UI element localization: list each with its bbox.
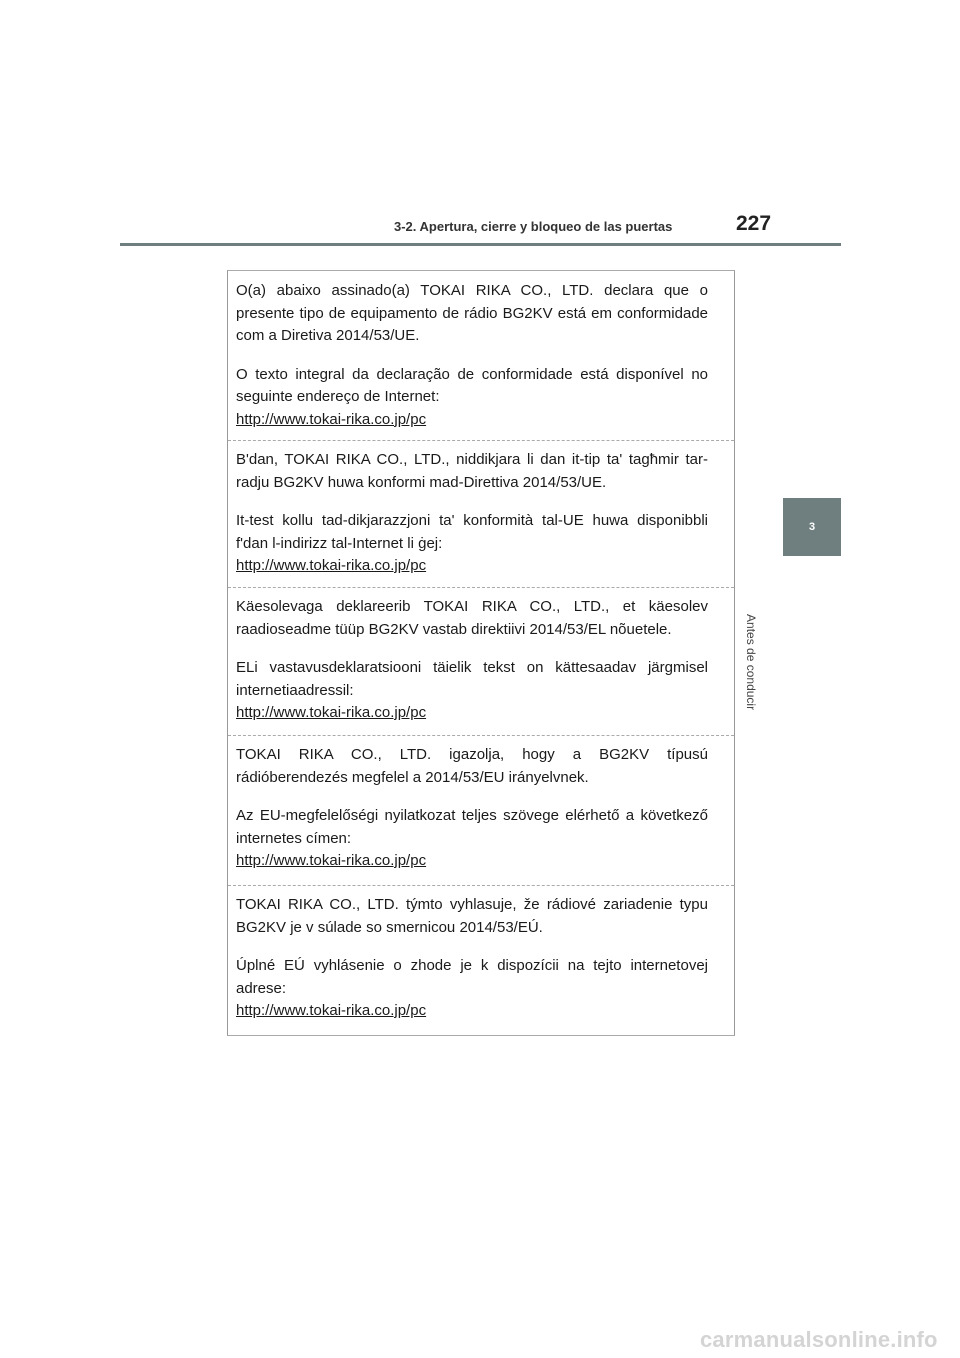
declaration-hungarian [228, 735, 734, 873]
header-divider [120, 243, 841, 246]
declaration-statement: O(a) abaixo assinado(a) TOKAI RIKA CO., LTD. declara que o presente tipo de equipamento de rádio BG2KV está em conformidade com a Diretiva 2014/53/UE. [236, 282, 708, 344]
chapter-label: Antes de conducir [743, 614, 758, 711]
declaration-url-link[interactable]: http://www.tokai-rika.co.jp/pc [236, 852, 427, 869]
declaration-url-link[interactable]: http://www.tokai-rika.co.jp/pc [236, 557, 427, 574]
declaration-availability: ELi vastavusdeklaratsiooni täielik tekst on kättesaadav järgmisel internetiaadressil: [236, 659, 708, 699]
declaration-url-link[interactable]: http://www.tokai-rika.co.jp/pc [236, 410, 427, 428]
declaration-maltese [228, 440, 734, 578]
watermark-text: carmanualsonline.info [700, 1327, 938, 1352]
declaration-statement: TOKAI RIKA CO., LTD. igazolja, hogy a BG2KV típusú rádióberendezés megfelel a 2014/53/EU irányelvnek. [236, 746, 708, 786]
declaration-statement: TOKAI RIKA CO., LTD. týmto vyhlasuje, že rádiové zariadenie typu BG2KV je v súlade so smernicou 2014/53/EÚ. [236, 896, 708, 936]
declaration-statement: Käesolevaga deklareerib TOKAI RIKA CO., LTD., et käesolev raadioseadme tüüp BG2KV vastab direktiivi 2014/53/EL nõuetele. [236, 598, 708, 638]
declaration-estonian [228, 587, 734, 725]
declaration-availability: Az EU-megfelelőségi nyilatkozat teljes szövege elérhető a következő internetes címen: [236, 807, 708, 847]
declaration-statement: B'dan, TOKAI RIKA CO., LTD., niddikjara li dan it-tip ta' tagħmir tar-radju BG2KV huwa konformi mad-Direttiva 2014/53/UE. [236, 451, 708, 491]
declaration-box [227, 270, 735, 1036]
declaration-url-link[interactable]: http://www.tokai-rika.co.jp/pc [236, 1002, 427, 1019]
section-title: 3-2. Apertura, cierre y bloqueo de las puertas [394, 219, 673, 234]
declaration-availability: It-test kollu tad-dikjarazzjoni ta' konformità tal-UE huwa disponibbli f'dan l-indirizz tal-Internet li ġej: [236, 512, 708, 552]
declaration-url-link[interactable]: http://www.tokai-rika.co.jp/pc [236, 704, 427, 721]
chapter-number: 3 [808, 521, 816, 533]
declaration-portuguese [228, 271, 734, 431]
page-number: 227 [736, 212, 772, 235]
chapter-tab[interactable] [783, 498, 841, 556]
declaration-availability: Úplné EÚ vyhlásenie o zhode je k dispozícii na tejto internetovej adrese: [236, 957, 708, 997]
declaration-slovak [228, 885, 734, 1023]
declaration-availability: O texto integral da declaração de conformidade está disponível no seguinte endereço de Internet: [236, 365, 708, 405]
